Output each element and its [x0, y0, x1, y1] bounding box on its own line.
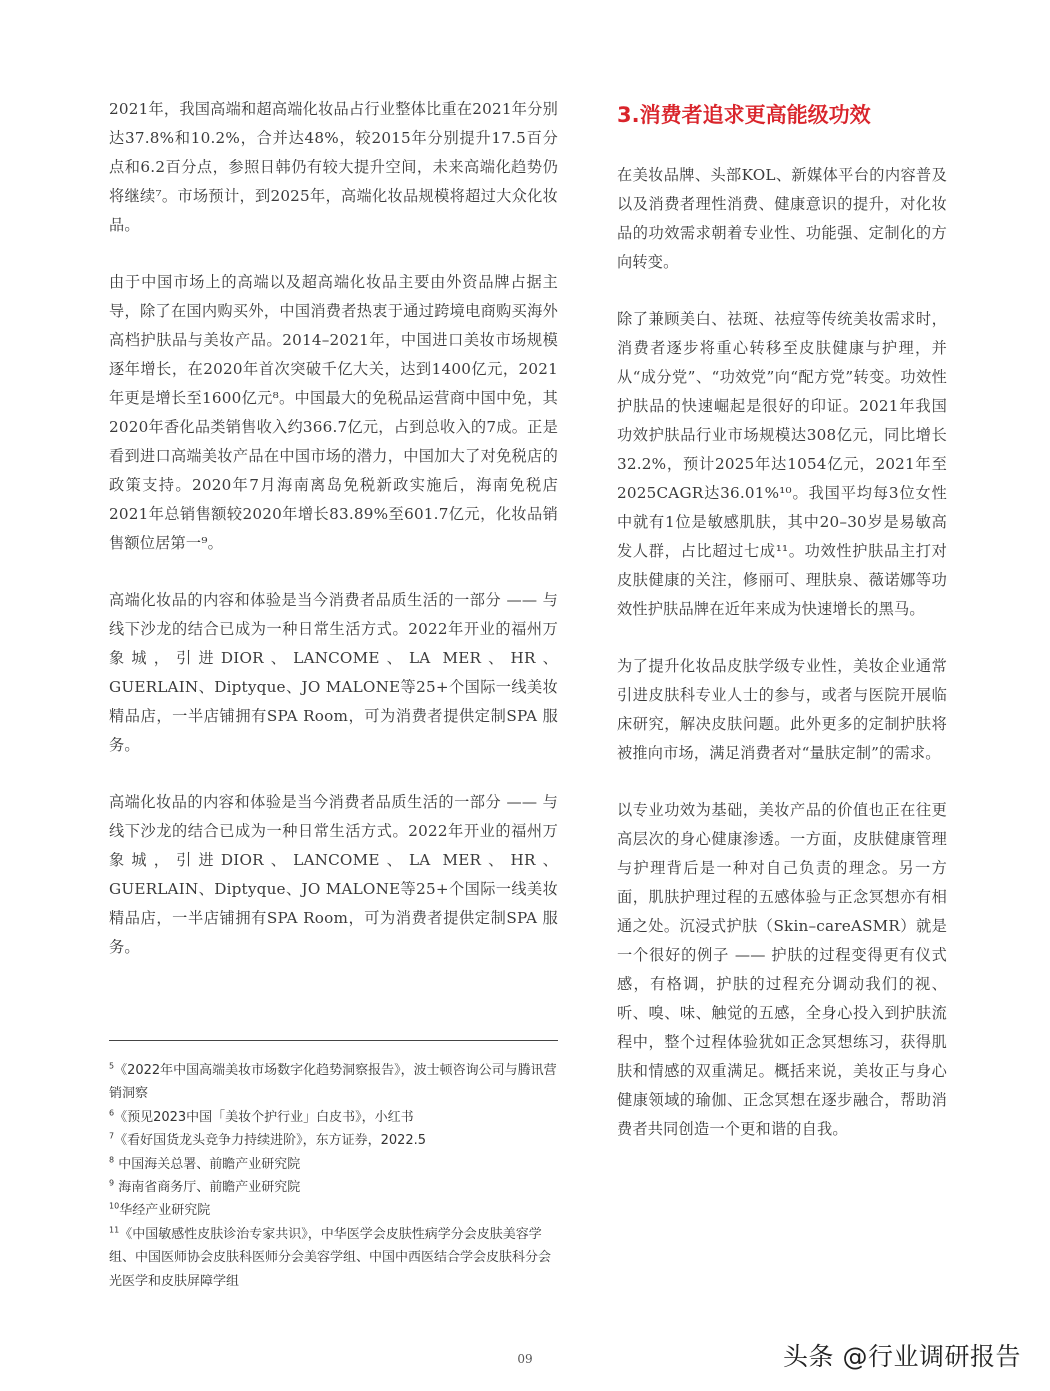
footnote-divider — [109, 1040, 558, 1041]
footnote-text: 《中国敏感性皮肤诊治专家共识》，中华医学会皮肤性病学分会皮肤美容学组、中国医师协会皮肤科医师分会美容学组、中国中西医结合学会皮肤科分会光医学和皮肤屏障学组 — [109, 1226, 552, 1289]
left-column — [109, 95, 558, 990]
footnotes — [109, 1059, 561, 1293]
section-heading: 3.消费者追求更高能级功效 — [617, 103, 871, 127]
footnote-number: 9 — [109, 1178, 115, 1188]
footnote-text: 《预见2023中国「美妆个护行业」白皮书》，小红书 — [114, 1109, 414, 1125]
footnote-number: 6 — [109, 1108, 115, 1118]
footnote-item — [109, 1106, 561, 1129]
left-paragraph-1: 2021年，我国高端和超高端化妆品占行业整体比重在2021年分别达37.8%和10.2%，合并达48%，较2015年分别提升17.5百分点和6.2百分点，参照日韩仍有较大提升空间，未来高端化趋势仍将继续⁷。市场预计，到2025年，高端化妆品规模将超过大众化妆品。 — [109, 100, 558, 234]
footnote-number: 8 — [109, 1155, 115, 1165]
page-number: 09 — [517, 1352, 533, 1366]
footnote-item — [109, 1223, 561, 1293]
footnote-number: 10 — [109, 1202, 120, 1212]
footnote-item — [109, 1199, 561, 1222]
right-paragraph-3: 为了提升化妆品皮肤学级专业性，美妆企业通常引进皮肤科专业人士的参与，或者与医院开展临床研究，解决皮肤问题。此外更多的定制护肤将被推向市场，满足消费者对“量肤定制”的需求。 — [617, 657, 947, 762]
footnote-item — [109, 1059, 561, 1106]
watermark: 头条 @行业调研报告 — [783, 1342, 1021, 1371]
footnote-text: 中国海关总署、前瞻产业研究院 — [114, 1156, 301, 1172]
footnote-number: 5 — [109, 1061, 115, 1071]
footnote-number: 11 — [109, 1225, 120, 1235]
footnote-item — [109, 1129, 561, 1152]
footnote-item — [109, 1176, 561, 1199]
footnote-number: 7 — [109, 1131, 115, 1141]
footnote-text: 海南省商务厅、前瞻产业研究院 — [114, 1180, 301, 1196]
right-paragraph-2: 除了兼顾美白、祛斑、祛痘等传统美妆需求时，消费者逐步将重心转移至皮肤健康与护理，并从“成分党”、“功效党”向“配方党”转变。功效性护肤品的快速崛起是很好的印证。2021年我国功效护肤品行业市场规模达308亿元，同比增长32.2%，预计2025年达1054亿元，2021年至2025CAGR达36.01%¹⁰。我国平均每3位女性中就有1位是敏感肌肤，其中20–30岁是易敏高发人群，占比超过七成¹¹。功效性护肤品主打对皮肤健康的关注，修丽可、理肤泉、薇诺娜等功效性护肤品牌在近年来成为快速增长的黑马。 — [617, 310, 947, 618]
left-paragraph-2: 由于中国市场上的高端以及超高端化妆品主要由外资品牌占据主导，除了在国内购买外，中国消费者热衷于通过跨境电商购买海外高档护肤品与美妆产品。2014–2021年，中国进口美妆市场规模逐年增长，在2020年首次突破千亿大关，达到1400亿元，2021年更是增长至1600亿元⁸。中国最大的免税品运营商中国中免，其2020年香化品类销售收入约366.7亿元，占到总收入的7成。正是看到进口高端美妆产品在中国市场的潜力，中国加大了对免税店的政策支持。2020年7月海南离岛免税新政实施后，海南免税店2021年总销售额较2020年增长83.89%至601.7亿元，化妆品销售额位居第一⁹。 — [109, 273, 558, 552]
left-paragraph-3: 高端化妆品的内容和体验是当今消费者品质生活的一部分 —— 与线下沙龙的结合已成为一种日常生活方式。2022年开业的福州万象城，引进DIOR、LANCOME、LA MER、HR、GUERLAIN、Diptyque、JO MALONE等25+个国际一线美妆精品店，一半店铺拥有SPA Room，可为消费者提供定制SPA 服务。 — [109, 591, 558, 754]
footnote-text: 华经产业研究院 — [119, 1203, 211, 1219]
left-paragraph-4: 高端化妆品的内容和体验是当今消费者品质生活的一部分 —— 与线下沙龙的结合已成为一种日常生活方式。2022年开业的福州万象城，引进DIOR、LANCOME、LA MER、HR、GUERLAIN、Diptyque、JO MALONE等25+个国际一线美妆精品店，一半店铺拥有SPA Room，可为消费者提供定制SPA 服务。 — [109, 793, 558, 956]
footnote-item — [109, 1153, 561, 1176]
right-paragraph-1: 在美妆品牌、头部KOL、新媒体平台的内容普及以及消费者理性消费、健康意识的提升，对化妆品的功效需求朝着专业性、功能强、定制化的方向转变。 — [617, 166, 947, 271]
right-column — [617, 95, 947, 1172]
right-paragraph-4: 以专业功效为基础，美妆产品的价值也正在往更高层次的身心健康渗透。一方面，皮肤健康管理与护理背后是一种对自己负责的理念。另一方面，肌肤护理过程的五感体验与正念冥想亦有相通之处。沉浸式护肤（Skin–careASMR）就是一个很好的例子 —— 护肤的过程变得更有仪式感，有格调，护肤的过程充分调动我们的视、听、嗅、味、触觉的五感，全身心投入到护肤流程中，整个过程体验犹如正念冥想练习，获得肌肤和情感的双重满足。概括来说，美妆正与身心健康领域的瑜伽、正念冥想在逐步融合，帮助消费者共同创造一个更和谐的自我。 — [617, 801, 947, 1138]
footnote-text: 《看好国货龙头竞争力持续进阶》，东方证券，2022.5 — [114, 1133, 427, 1149]
footnote-text: 《2022年中国高端美妆市场数字化趋势洞察报告》，波士顿咨询公司与腾讯营销洞察 — [109, 1063, 557, 1102]
